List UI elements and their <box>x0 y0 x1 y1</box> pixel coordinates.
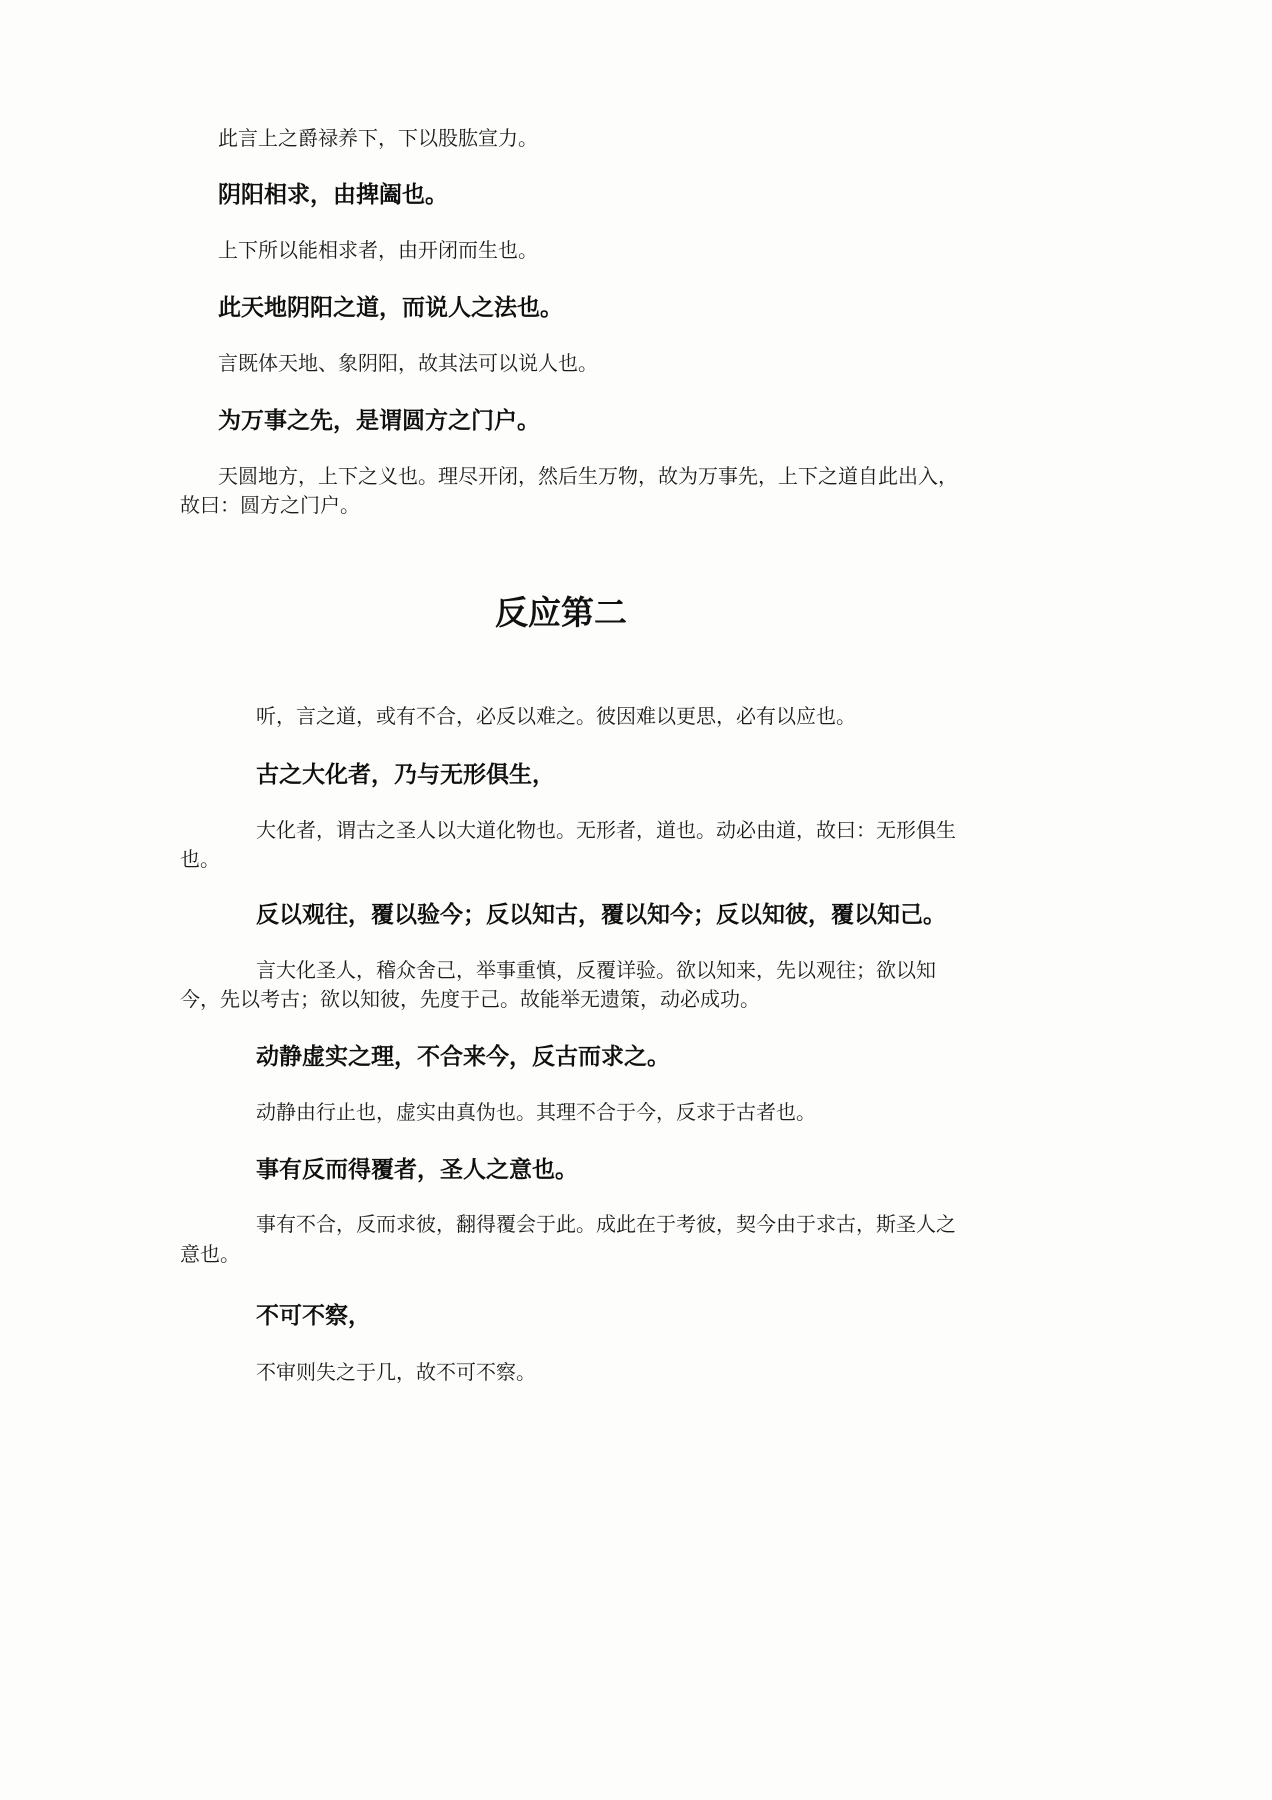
intro-text: 听，言之道，或有不合，必反以难之。彼因难以更思，必有以应也。 <box>256 704 856 728</box>
commentary-text: 天圆地方，上下之义也。理尽开闭，然后生万物，故为万事先，上下之道自此出入， <box>218 464 958 488</box>
commentary-text: 大化者，谓古之圣人以大道化物也。无形者，道也。动必由道，故曰：无形俱生 <box>256 818 956 842</box>
commentary-text: 事有不合，反而求彼，翻得覆会于此。成此在于考彼，契今由于求古，斯圣人之 <box>256 1212 956 1236</box>
commentary-text: 言大化圣人，稽众舍己，举事重慎，反覆详验。欲以知来，先以观往；欲以知 <box>256 958 936 982</box>
commentary-text-continuation: 今，先以考古；欲以知彼，先度于己。故能举无遗策，动必成功。 <box>180 987 760 1011</box>
classic-text: 反以观往，覆以验今；反以知古，覆以知今；反以知彼，覆以知己。 <box>256 901 946 928</box>
classic-text: 不可不察， <box>256 1302 371 1329</box>
commentary-text-continuation: 也。 <box>180 847 220 871</box>
commentary-text-continuation: 意也。 <box>180 1242 240 1266</box>
classic-text: 此天地阴阳之道，而说人之法也。 <box>218 294 563 321</box>
classic-text: 事有反而得覆者，圣人之意也。 <box>256 1156 578 1183</box>
classic-text: 为万事之先，是谓圆方之门户。 <box>218 407 540 434</box>
classic-text: 古之大化者，乃与无形俱生， <box>256 761 555 788</box>
classic-text: 动静虚实之理，不合来今，反古而求之。 <box>256 1043 670 1070</box>
commentary-text: 动静由行止也，虚实由真伪也。其理不合于今，反求于古者也。 <box>256 1100 816 1124</box>
chapter-title: 反应第二 <box>495 593 627 632</box>
commentary-text: 不审则失之于几，故不可不察。 <box>256 1360 536 1384</box>
commentary-text: 言既体天地、象阴阳，故其法可以说人也。 <box>218 351 598 375</box>
commentary-text-continuation: 故曰：圆方之门户。 <box>180 493 360 517</box>
classic-text: 阴阳相求，由捭阖也。 <box>218 181 448 208</box>
commentary-text: 此言上之爵禄养下，下以股肱宣力。 <box>218 126 538 150</box>
commentary-text: 上下所以能相求者，由开闭而生也。 <box>218 238 538 262</box>
